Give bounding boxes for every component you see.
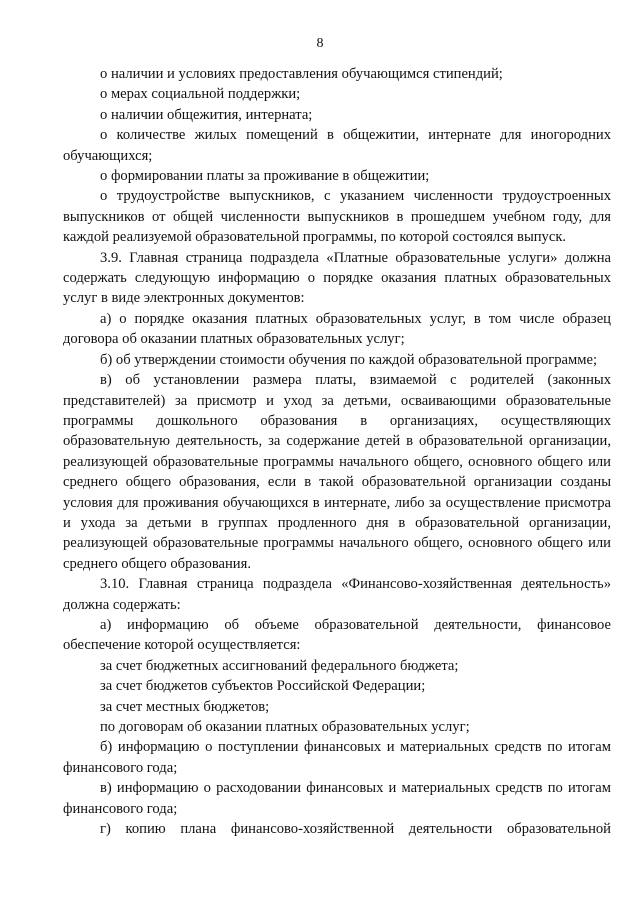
paragraph: за счет бюджетных ассигнований федерального бюджета;	[100, 657, 459, 674]
paragraph: г) копию плана финансово-хозяйственной деятельности образовательной	[100, 821, 611, 838]
paragraph: в) об установлении размера платы, взимаемой с родителей (законных представителей) за присмотр и уход за детьми, осваивающими образовательные программы дошкольного образования в организациях, осуществляющих образовательную деятельность, за содержание детей в образовательной организации, реализующей образовательные программы начального общего, основного общего или среднего общего образования, если в такой образовательной организации созданы условия для проживания обучающихся в интернате, либо за осуществление присмотра и ухода за детьми в группах продленного дня в образовательной организации, реализующей образовательные программы начального общего, основного общего или среднего общего образования.	[63, 372, 611, 572]
paragraph: по договорам об оказании платных образовательных услуг;	[100, 719, 470, 735]
paragraph: о формировании платы за проживание в общежитии;	[100, 168, 430, 185]
paragraph: о количестве жилых помещений в общежитии, интернате для иногородних обучающихся;	[63, 127, 611, 164]
paragraph: б) об утверждении стоимости обучения по каждой образовательной программе;	[100, 351, 598, 368]
paragraph: за счет местных бюджетов;	[100, 698, 270, 715]
paragraph: б) информацию о поступлении финансовых и материальных средств по итогам финансового года;	[63, 739, 611, 776]
paragraph: о наличии общежития, интерната;	[100, 106, 313, 123]
paragraph: о трудоустройстве выпускников, с указанием численности трудоустроенных выпускников от общей численности выпускников в прошедшем учебном году, для каждой реализуемой образовательной программы, по которой состоялся выпуск.	[63, 188, 611, 246]
document-body	[63, 64, 611, 839]
paragraph: в) информацию о расходовании финансовых и материальных средств по итогам финансового года;	[63, 780, 611, 817]
section-paragraph-3-10: 3.10. Главная страница подраздела «Финансово-хозяйственная деятельность» должна содержать:	[63, 576, 611, 613]
paragraph: о наличии и условиях предоставления обучающимся стипендий;	[100, 66, 503, 82]
page-number: 8	[316, 36, 324, 51]
paragraph: о мерах социальной поддержки;	[100, 86, 301, 103]
paragraph: за счет бюджетов субъектов Российской Федерации;	[100, 678, 426, 695]
section-paragraph-3-9: 3.9. Главная страница подраздела «Платные образовательные услуги» должна содержать следующую информацию о порядке оказания платных образовательных услуг в виде электронных документов:	[63, 249, 611, 307]
paragraph: а) информацию об объеме образовательной деятельности, финансовое обеспечение которой осуществляется:	[63, 616, 611, 654]
paragraph: а) о порядке оказания платных образовательных услуг, в том числе образец договора об оказании платных образовательных услуг;	[63, 310, 611, 348]
